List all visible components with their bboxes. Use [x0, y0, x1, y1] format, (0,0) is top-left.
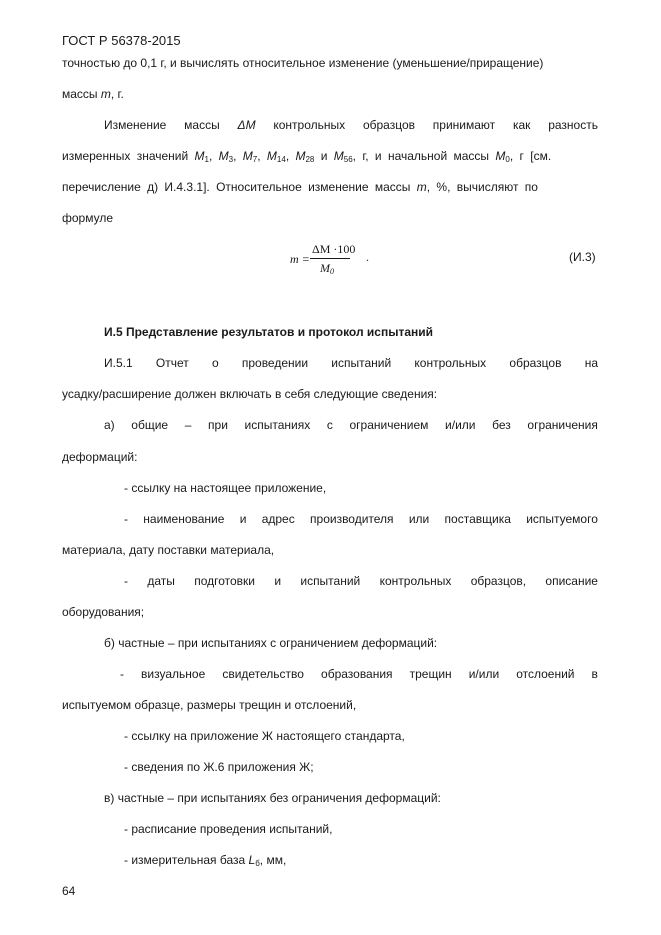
text-line: измеренных значений $M_1$, $M_3$, $M_7$, $M_{14}$, $M_{28}$ и $M_{56}$, г, и начальной массы $M_0$, г [см.	[62, 149, 552, 164]
bullet-item: - наименование и адрес производителя или поставщика испытуемого	[124, 512, 598, 526]
list-item-a: а) общие – при испытаниях с ограничением и/или без ограничения	[104, 418, 598, 432]
text-line: массы m, г.	[62, 87, 124, 101]
text-line: точностью до 0,1 г, и вычислять относительное изменение (уменьшение/приращение)	[62, 56, 544, 70]
list-item-c: в) частные – при испытаниях без ограничения деформаций:	[104, 791, 441, 805]
text-line: Изменение массы ΔM контрольных образцов принимают как разность	[104, 118, 598, 132]
text-line: испытуемом образце, размеры трещин и отслоений,	[62, 698, 357, 712]
text-line: деформаций:	[62, 450, 138, 464]
formula-period: .	[366, 250, 369, 264]
text-line: И.5.1 Отчет о проведении испытаний контрольных образцов на	[104, 356, 598, 370]
bullet-item: - ссылку на настоящее приложение,	[124, 481, 327, 495]
bullet-item: - сведения по Ж.6 приложения Ж;	[124, 760, 314, 774]
bullet-item: - расписание проведения испытаний,	[124, 822, 333, 836]
bullet-item: - даты подготовки и испытаний контрольных образцов, описание	[124, 574, 598, 588]
text-line: перечисление д) И.4.3.1]. Относительное изменение массы m, %, вычисляют по	[62, 180, 538, 194]
bullet-item: - ссылку на приложение Ж настоящего стандарта,	[124, 729, 405, 743]
text-line: усадку/расширение должен включать в себя следующие сведения:	[62, 387, 438, 401]
text-line: материала, дату поставки материала,	[62, 543, 275, 557]
formula-number: (И.3)	[569, 250, 596, 264]
text-line: оборудования;	[62, 605, 145, 619]
formula-denominator: $M_0$	[320, 261, 334, 276]
bullet-item: - измерительная база $L_б$, мм,	[124, 853, 287, 868]
formula-numerator: ΔM ·100	[312, 242, 356, 256]
section-title: И.5 Представление результатов и протокол испытаний	[104, 325, 434, 339]
document-header: ГОСТ Р 56378-2015	[62, 33, 181, 48]
page-number: 64	[62, 884, 76, 898]
formula-lhs: m =	[290, 252, 310, 266]
list-item-b: б) частные – при испытаниях с ограничением деформаций:	[104, 636, 438, 650]
formula	[290, 241, 380, 277]
fraction-bar	[310, 258, 350, 259]
bullet-item: - визуальное свидетельство образования трещин и/или отслоений в	[120, 667, 598, 681]
text-line: формуле	[62, 211, 114, 225]
